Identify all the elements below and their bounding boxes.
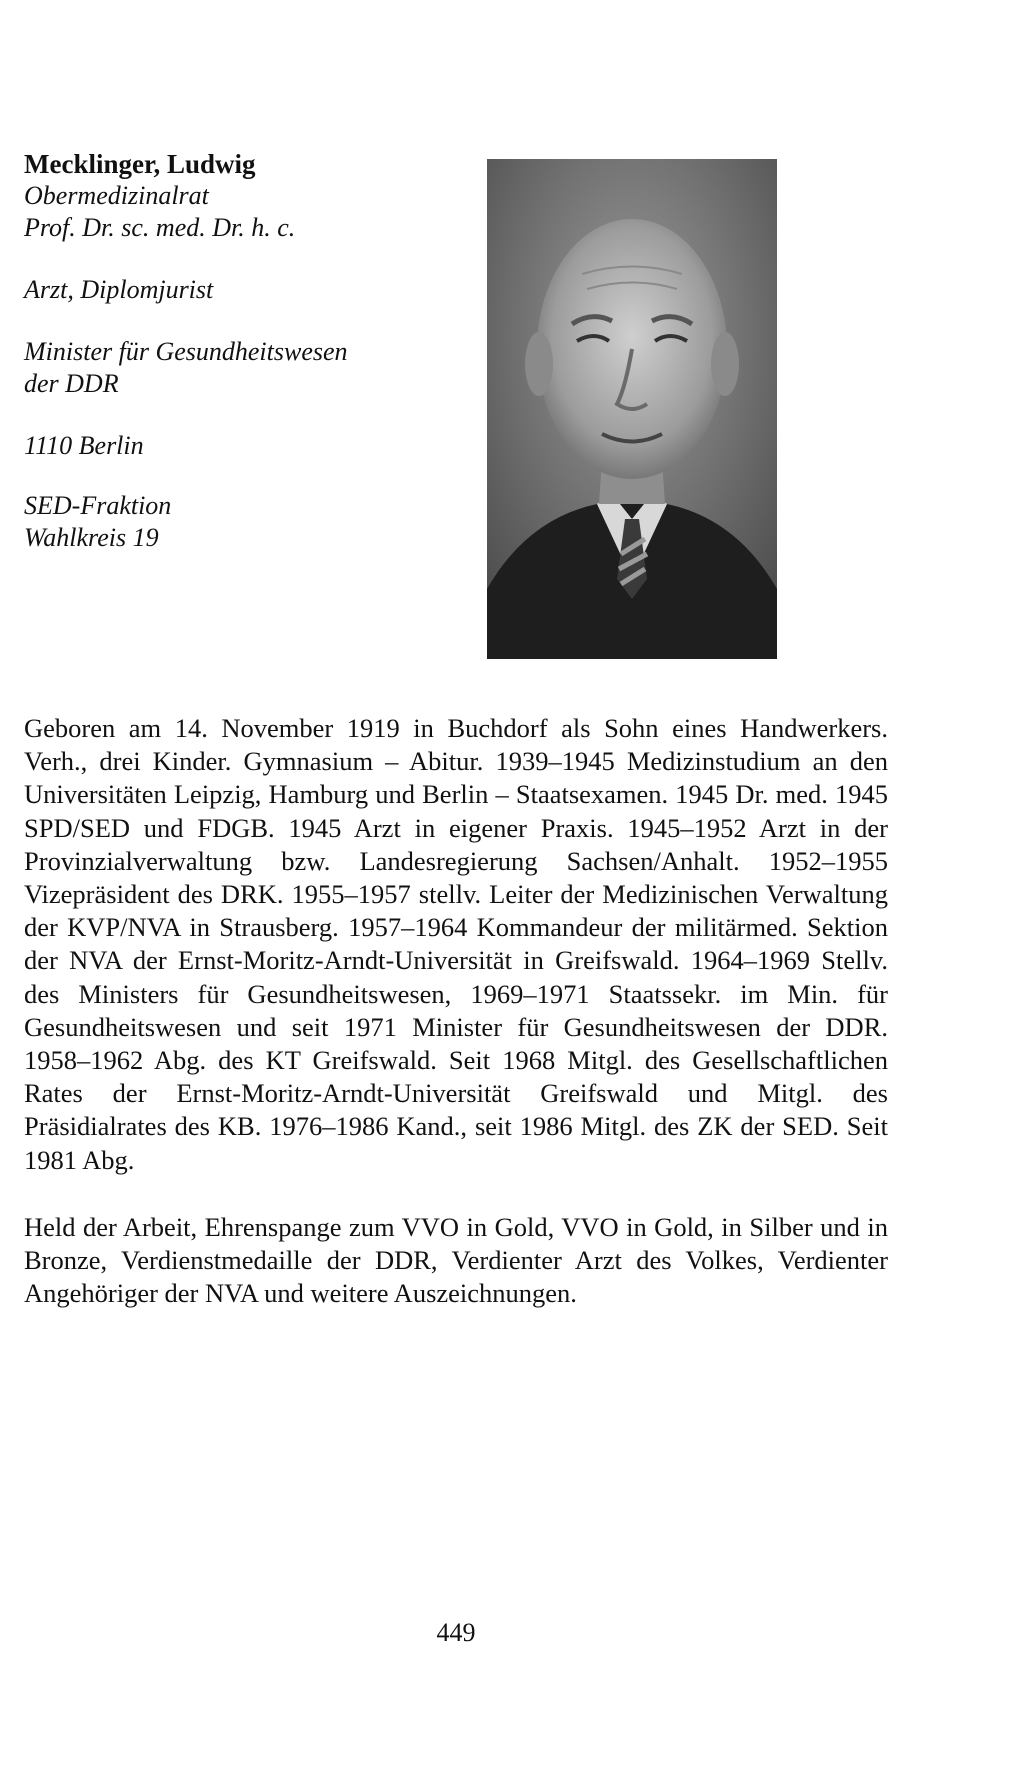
page-number: 449 [436,1618,476,1647]
awards-text: Held der Arbeit, Ehrenspange zum VVO in Gold, VVO in Gold, in Silber und in Bronze, Verdienstmedaille der DDR, Verdienter Arzt des Volkes, Verdienter Angehöriger der NVA und weitere Auszeichnungen. [24,1212,888,1309]
portrait-illustration [487,159,777,659]
person-profession: Arzt, Diplomjurist [24,275,214,304]
biography-text: Geboren am 14. November 1919 in Buchdorf als Sohn eines Handwerkers. Verh., drei Kinder. Gymnasium – Abitur. 1939–1945 Medizinstudium an den Universitäten Leipzig, Hamburg und Berlin – Staatsexamen. 1945 Dr. med. 1945 SPD/SED und FDGB. 1945 Arzt in eigener Praxis. 1945–1952 Arzt in der Provinzialverwaltung bzw. Landesregierung Sachsen/Anhalt. 1952–1955 Vizepräsident des DRK. 1955–1957 stellv. Leiter der Medizinischen Verwaltung der KVP/NVA in Strausberg. 1957–1964 Kommandeur der militärmed. Sektion der NVA der Ernst-Moritz-Arndt-Universität in Greifswald. 1964–1969 Stellv. des Ministers für Gesundheitswesen, 1969–1971 Staatssekr. im Min. für Gesundheitswesen und seit 1971 Minister für Gesundheitswesen der DDR. 1958–1962 Abg. des KT Greifswald. Seit 1968 Mitgl. des Gesellschaftlichen Rates der Ernst-Moritz-Arndt-Universität Greifswald und Mitgl. des Präsidialrates des KB. 1976–1986 Kand., seit 1986 Mitgl. des ZK der SED. Seit 1981 Abg. [24,713,888,1175]
person-name: Mecklinger, Ludwig [24,149,256,179]
person-constituency: Wahlkreis 19 [24,523,159,552]
person-position-line1: Minister für Gesundheitswesen [24,337,348,366]
person-position-line2: der DDR [24,369,119,398]
portrait-photo-icon [487,159,777,659]
person-faction: SED-Fraktion [24,491,172,520]
person-title: Obermedizinalrat [24,181,209,210]
person-degrees: Prof. Dr. sc. med. Dr. h. c. [24,213,296,242]
person-location: 1110 Berlin [24,431,144,460]
entry-header [24,148,454,554]
